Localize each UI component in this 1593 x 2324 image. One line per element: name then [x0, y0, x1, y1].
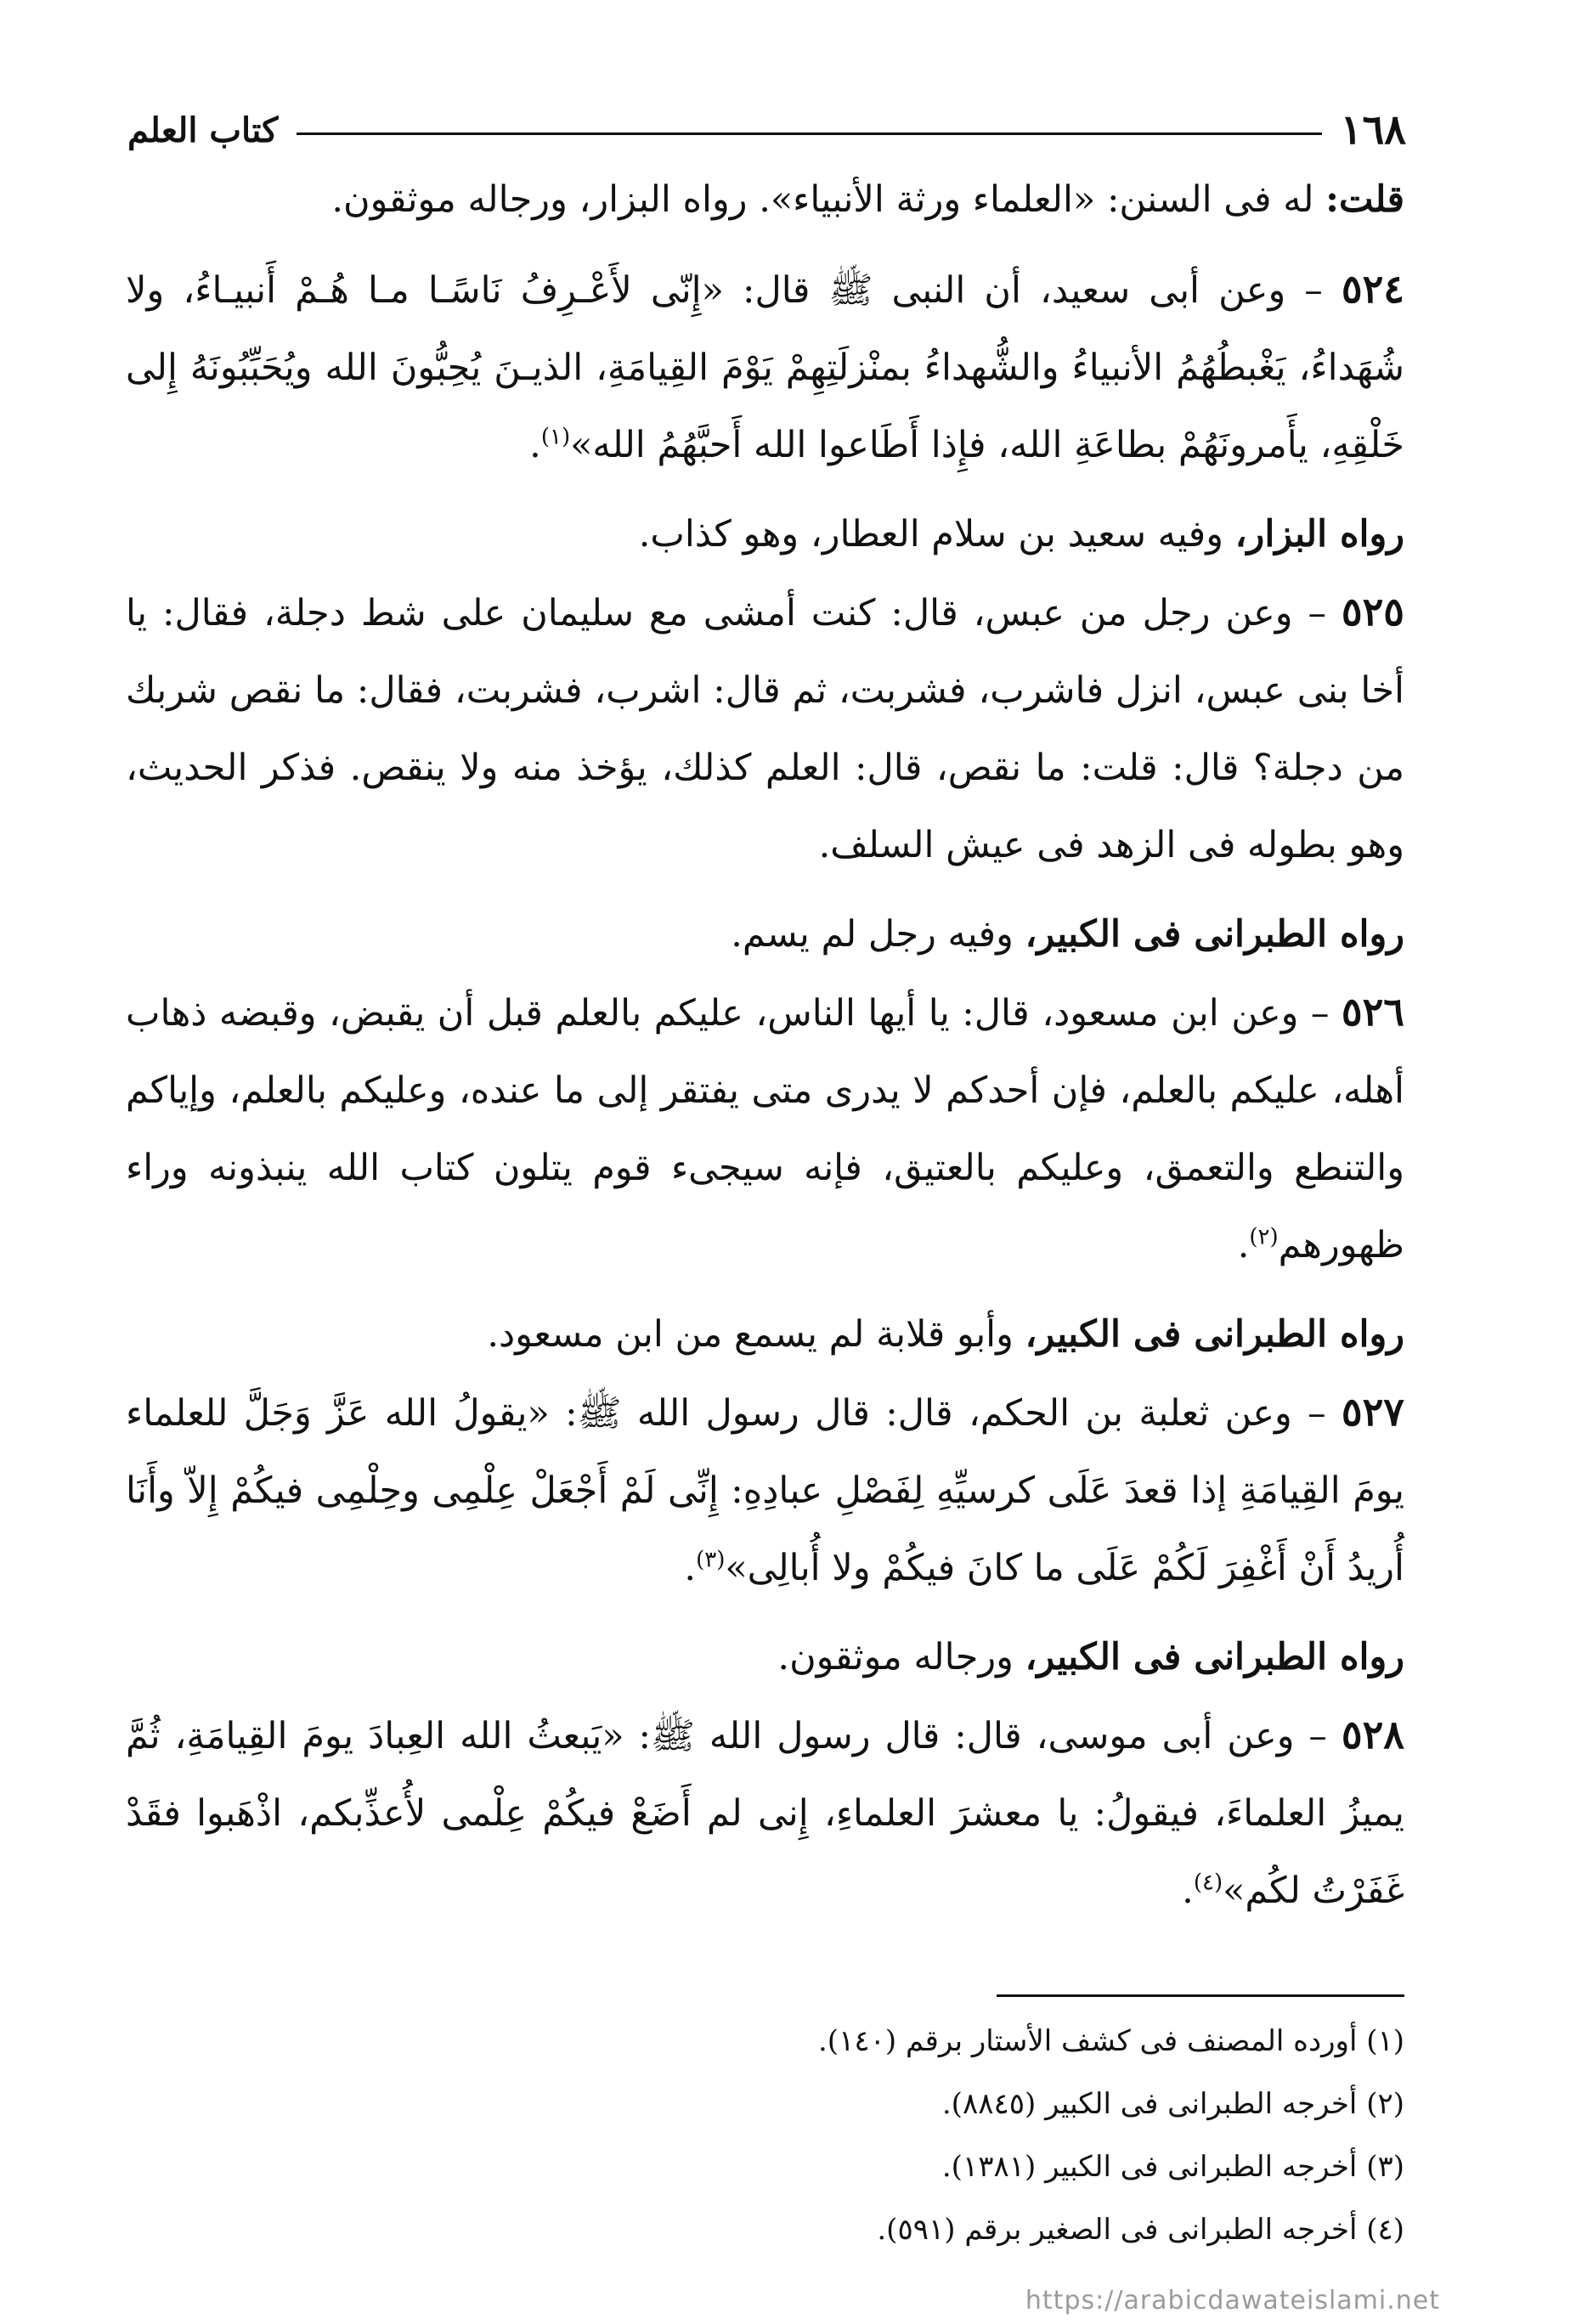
- running-header: [127, 100, 1406, 160]
- hadith-526: [126, 973, 1404, 1284]
- sentence-end: .: [529, 424, 541, 466]
- paragraph-text: وفيه سعيد بن سلام العطار، وهو كذاب.: [638, 513, 1235, 556]
- page-number: ١٦٨: [1340, 106, 1406, 154]
- hadith-528: [126, 1696, 1404, 1930]
- header-rule: [297, 133, 1321, 135]
- hadith-text: – وعن رجل من عبس، قال: كنت أمشى مع سليمان على شط دجلة، فقال: يا أخا بنى عبس، انزل فاشرب، فشربت، ثم قال: اشرب، فشربت، فقال: ما نقص شربك من دجلة؟ قال: قلت: ما نقص، قال: العلم كذلك، يؤخذ منه ولا ينقص. فذكر الحديث، وهو بطوله فى الزهد فى عيش السلف.: [126, 592, 1404, 866]
- hadith-527: [126, 1374, 1404, 1607]
- paragraph-lead: رواه الطبرانى فى الكبير،: [1025, 1313, 1404, 1356]
- hadith-number: ٥٢٧: [1341, 1389, 1404, 1435]
- hadith-text: – وعن ثعلبة بن الحكم، قال: قال رسول الله ﷺ: «يقولُ الله عَزَّ وَجَلَّ للعلماء يومَ القِيامَةِ إذا قعدَ عَلَى كرسيِّهِ لِفَصْلِ عبادِهِ: إِنِّى لَمْ أَجْعَلْ عِلْمِى وحِلْمِى فيكُمْ إِلاّ وأَنَا أُريدُ أَنْ أَغْفِرَ لَكُمْ عَلَى ما كانَ فيكُمْ ولا أُبالِى»: [126, 1392, 1404, 1589]
- narration-note: [126, 1619, 1404, 1696]
- paragraph-text: ورجاله موثقون.: [777, 1636, 1025, 1678]
- paragraph-text: وفيه رجل لم يسم.: [731, 913, 1025, 956]
- hadith-525: [126, 573, 1404, 884]
- book-title: كتاب العلم: [127, 110, 279, 150]
- paragraph-text: له فى السنن: «العلماء ورثة الأنبياء». رواه البزار، ورجاله موثقون.: [331, 178, 1326, 221]
- hadith-524: [126, 251, 1404, 484]
- footnote-3: (٣) أخرجه الطبرانى فى الكبير (١٣٨١).: [941, 2150, 1404, 2184]
- hadith-text: – وعن ابن مسعود، قال: يا أيها الناس، عليكم بالعلم قبل أن يقبض، وقبضه ذهاب أهله، عليكم بالعلم، فإن أحدكم لا يدرى متى يفتقر إلى ما عنده، وعليكم بالعلم، وإياكم والتنطع والتعمق، وعليكم بالعتيق، فإنه سيجىء قوم يتلون كتاب الله ينبذونه وراء ظهورهم: [126, 992, 1404, 1266]
- footnote-4: (٤) أخرجه الطبرانى فى الصغير برقم (٥٩١).: [877, 2213, 1404, 2247]
- sentence-end: .: [1182, 1870, 1194, 1912]
- paragraph-lead: رواه البزار،: [1234, 513, 1404, 556]
- paragraph-text: وأبو قلابة لم يسمع من ابن مسعود.: [487, 1313, 1025, 1356]
- footnote-ref: (٤): [1193, 1870, 1223, 1896]
- footnote-ref: (٣): [696, 1547, 726, 1573]
- footnote-ref: (١): [540, 424, 571, 450]
- watermark: https://arabicdawateislami.net: [1025, 2286, 1440, 2316]
- footnotes: [340, 2010, 1404, 2261]
- sentence-end: .: [1237, 1224, 1250, 1266]
- paragraph-lead: قلت:: [1325, 178, 1404, 221]
- paragraph-lead: رواه الطبرانى فى الكبير،: [1025, 913, 1404, 956]
- narration-note: [126, 896, 1404, 973]
- paragraph-lead: رواه الطبرانى فى الكبير،: [1025, 1636, 1404, 1678]
- hadith-number: ٥٢٨: [1341, 1712, 1404, 1757]
- narration-note: [126, 1296, 1404, 1374]
- body-text: [126, 161, 1404, 1930]
- hadith-number: ٥٢٤: [1341, 266, 1404, 312]
- hadith-number: ٥٢٦: [1341, 989, 1404, 1035]
- footnote-1: (١) أورده المصنف فى كشف الأستار برقم (١٤٠).: [818, 2024, 1404, 2058]
- footnote-ref: (٢): [1249, 1224, 1279, 1250]
- paragraph-note: [126, 161, 1404, 239]
- sentence-end: .: [684, 1547, 697, 1589]
- hadith-text: – وعن أبى سعيد، أن النبى ﷺ قال: «إِنّى لأَعْـرِفُ نَاسًـا مـا هُـمْ أَنبيـاءُ، ولا شُهَداءُ، يَغْبطُهُمُ الأنبياءُ والشُّهداءُ بمنْزلَتِهِمْ يَوْمَ القِيامَةِ، الذيـنَ يُحِبُّونَ الله ويُحَبِّبُونَهُ إِلى خَلْقِهِ، يأَمرونَهُمْ بطاعَةِ الله، فإِذا أَطَاعوا الله أَحبَّهُمُ الله»: [126, 269, 1404, 466]
- hadith-number: ٥٢٥: [1341, 589, 1404, 635]
- narration-note: [126, 496, 1404, 573]
- hadith-text: – وعن أبى موسى، قال: قال رسول الله ﷺ: «يَبعثُ الله العِبادَ يومَ القِيامَةِ، ثُمَّ يميزُ العلماءَ، فيقولُ: يا معشرَ العلماءِ، إِنى لم أَضَعْ فيكُمْ عِلْمى لأُعذِّبكم، اذْهَبوا فقَدْ غَفَرْتُ لكُم»: [126, 1715, 1404, 1912]
- footnote-2: (٢) أخرجه الطبرانى فى الكبير (٨٨٤٥).: [941, 2087, 1404, 2121]
- footnote-separator: [997, 1994, 1404, 1997]
